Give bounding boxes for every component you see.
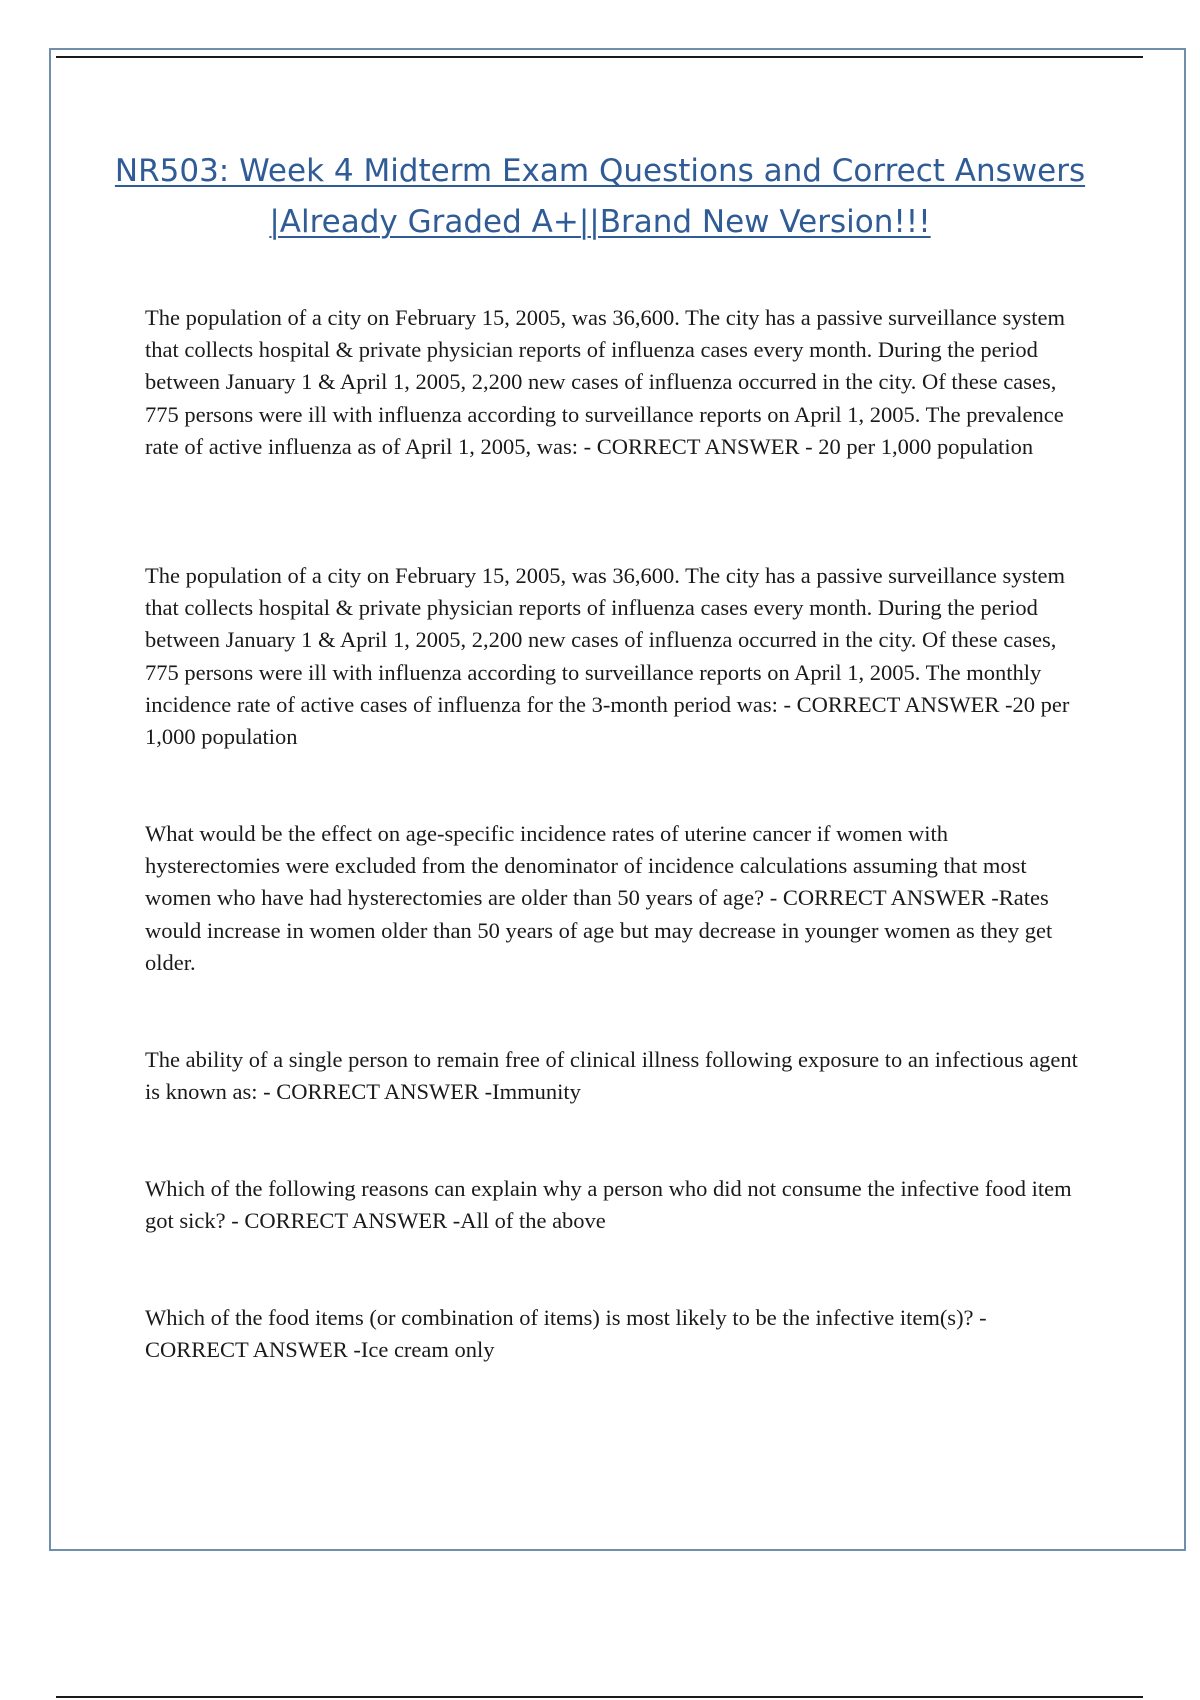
qa-item-infective-food: Which of the following reasons can explain why a person who did not consume the infective food item got sick? - CORRECT ANSWER -All of the above — [145, 1176, 1072, 1234]
qa-item-incidence: The population of a city on February 15, 2005, was 36,600. The city has a passive surveillance system that collects hospital & private physician reports of influenza cases every month. During the period between January 1 & April 1, 2005, 2,200 new cases of influenza occurred in the city. Of these cases, 775 persons were ill with influenza according to surveillance reports on April 1, 2005. The monthly incidence rate of active cases of influenza for the 3-month period was: - CORRECT ANSWER -20 per 1,000 population — [145, 563, 1070, 750]
document-title: NR503: Week 4 Midterm Exam Questions and Correct Answers |Already Graded A+||Brand New Version!!! — [114, 153, 1086, 240]
qa-item-immunity: The ability of a single person to remain free of clinical illness following exposure to an infectious agent is known as: - CORRECT ANSWER -Immunity — [145, 1047, 1078, 1105]
top-rule-divider — [56, 56, 1143, 58]
qa-item-uterine-cancer: What would be the effect on age-specific incidence rates of uterine cancer if women with hysterectomies were excluded from the denominator of incidence calculations assuming that most women who have had hysterectomies are older than 50 years of age? - CORRECT ANSWER -Rates would increase in women older than 50 years of age but may decrease in younger women as they get older. — [145, 821, 1053, 975]
qa-item-ice-cream: Which of the food items (or combination of items) is most likely to be the infective item(s)? - CORRECT ANSWER -Ice cream only — [145, 1305, 987, 1363]
qa-item-prevalence: The population of a city on February 15, 2005, was 36,600. The city has a passive surveillance system that collects hospital & private physician reports of influenza cases every month. During the period between January 1 & April 1, 2005, 2,200 new cases of influenza occurred in the city. Of these cases, 775 persons were ill with influenza according to surveillance reports on April 1, 2005. The prevalence rate of active influenza as of April 1, 2005, was: - CORRECT ANSWER - 20 per 1,000 population — [145, 305, 1066, 459]
bottom-rule-divider — [56, 1696, 1143, 1698]
